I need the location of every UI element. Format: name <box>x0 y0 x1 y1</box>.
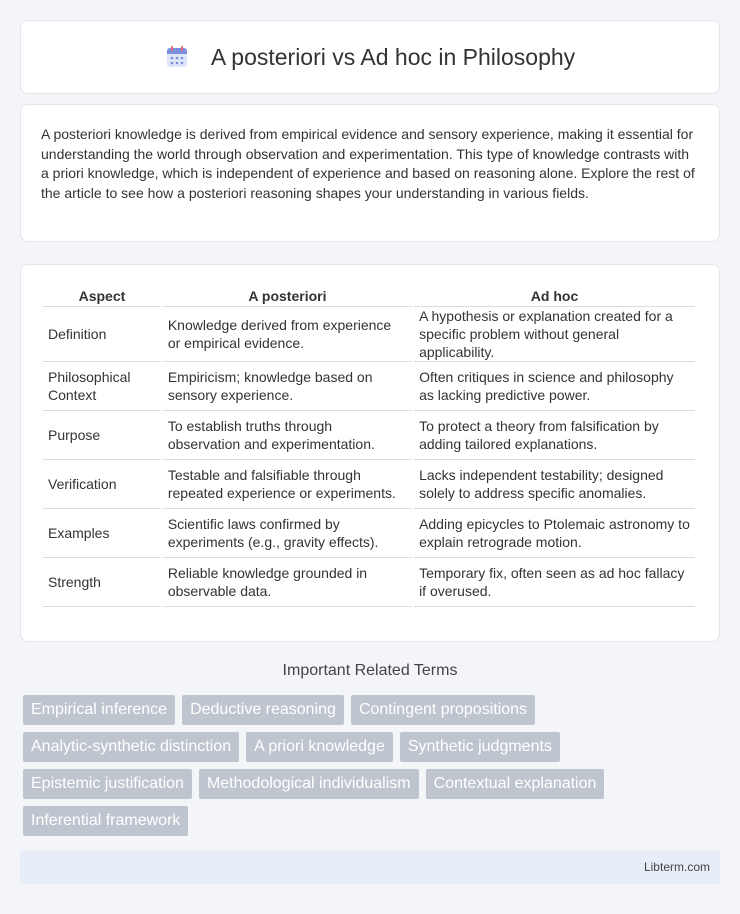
row-a-posteriori: Knowledge derived from experience or empirical evidence. <box>163 307 412 362</box>
row-ad-hoc: Adding epicycles to Ptolemaic astronomy to explain retrograde motion. <box>414 509 695 558</box>
related-tags <box>23 695 723 836</box>
tag-a-priori-knowledge[interactable]: A priori knowledge <box>246 732 393 762</box>
table-row <box>43 509 695 558</box>
footer-site-link[interactable]: Libterm.com <box>643 860 710 874</box>
tag-contingent-propositions[interactable]: Contingent propositions <box>351 695 535 725</box>
page-title: A posteriori vs Ad hoc in Philosophy <box>210 43 576 70</box>
row-aspect: Purpose <box>43 411 161 460</box>
tag-analytic-synthetic-distinction[interactable]: Analytic-synthetic distinction <box>23 732 239 762</box>
row-ad-hoc: To protect a theory from falsification by adding tailored explanations. <box>414 411 695 460</box>
row-a-posteriori: To establish truths through observation and experimentation. <box>163 411 412 460</box>
tag-contextual-explanation[interactable]: Contextual explanation <box>426 769 605 799</box>
row-a-posteriori: Scientific laws confirmed by experiments (e.g., gravity effects). <box>163 509 412 558</box>
tag-inferential-framework[interactable]: Inferential framework <box>23 806 188 836</box>
calendar-icon <box>165 45 189 69</box>
row-ad-hoc: A hypothesis or explanation created for a specific problem without general applicability. <box>414 307 695 362</box>
table-row <box>43 460 695 509</box>
header-aspect: Aspect <box>43 283 161 307</box>
tag-deductive-reasoning[interactable]: Deductive reasoning <box>182 695 344 725</box>
intro-card <box>20 104 720 242</box>
tag-epistemic-justification[interactable]: Epistemic justification <box>23 769 192 799</box>
row-aspect: Definition <box>43 307 161 362</box>
table-row <box>43 558 695 607</box>
tag-methodological-individualism[interactable]: Methodological individualism <box>199 769 419 799</box>
table-row <box>43 411 695 460</box>
row-aspect: Verification <box>43 460 161 509</box>
row-a-posteriori: Empiricism; knowledge based on sensory experience. <box>163 362 412 411</box>
row-a-posteriori: Testable and falsifiable through repeated experience or experiments. <box>163 460 412 509</box>
row-aspect: Strength <box>43 558 161 607</box>
row-ad-hoc: Temporary fix, often seen as ad hoc fallacy if overused. <box>414 558 695 607</box>
intro-paragraph: A posteriori knowledge is derived from empirical evidence and sensory experience, making it essential for understanding the world through observation and experimentation. This type of knowledge contrasts with a priori knowledge, which is independent of experience and based on reasoning alone. Explore the rest of the article to see how a posteriori reasoning shapes your understanding in various fields. <box>41 126 695 201</box>
comparison-card <box>20 264 720 642</box>
header-ad-hoc: Ad hoc <box>414 283 695 307</box>
row-ad-hoc: Lacks independent testability; designed solely to address specific anomalies. <box>414 460 695 509</box>
row-aspect: Philosophical Context <box>43 362 161 411</box>
table-row <box>43 307 695 362</box>
related-terms-title: Important Related Terms <box>282 662 458 679</box>
tag-empirical-inference[interactable]: Empirical inference <box>23 695 175 725</box>
row-ad-hoc: Often critiques in science and philosophy as lacking predictive power. <box>414 362 695 411</box>
footer <box>20 850 720 884</box>
table-row <box>43 362 695 411</box>
header-a-posteriori: A posteriori <box>163 283 412 307</box>
comparison-table <box>41 283 697 607</box>
row-a-posteriori: Reliable knowledge grounded in observable data. <box>163 558 412 607</box>
tag-synthetic-judgments[interactable]: Synthetic judgments <box>400 732 560 762</box>
title-card <box>20 20 720 94</box>
row-aspect: Examples <box>43 509 161 558</box>
table-header-row <box>43 283 695 307</box>
